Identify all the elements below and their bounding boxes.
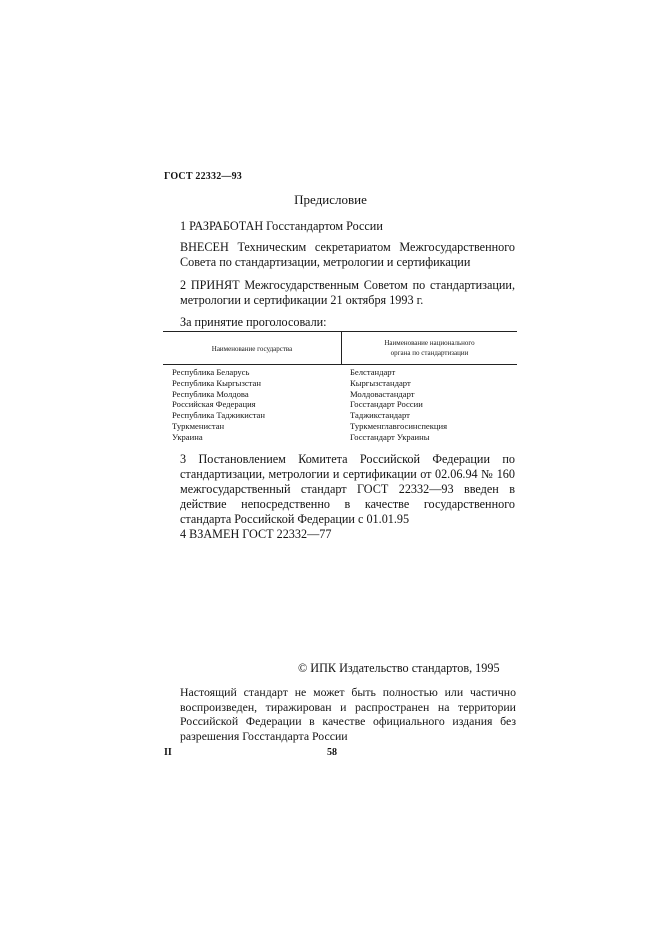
standards-body: Госстандарт Украины	[350, 431, 430, 442]
state-name: Республика Молдова	[172, 388, 249, 399]
standards-body: Кыргызстандарт	[350, 377, 411, 388]
standards-body: Белстандарт	[350, 367, 396, 377]
page-title: Предисловие	[294, 192, 367, 207]
paragraph-adopted-by: 2 ПРИНЯТ Межгосударственным Советом по стандартизации, метрологии и сертификации 21 октября 1993 г.	[180, 278, 515, 307]
paragraph-developed-by: 1 РАЗРАБОТАН Госстандартом России	[180, 219, 383, 233]
table-header-body-line1: Наименование национального	[384, 339, 475, 347]
state-name: Украина	[172, 431, 203, 442]
page-roman-numeral: II	[164, 747, 172, 758]
state-name: Российская Федерация	[172, 399, 256, 410]
table-header-state: Наименование государства	[211, 345, 293, 353]
paragraph-voted: За принятие проголосовали:	[180, 315, 327, 329]
table-header-rule	[163, 364, 517, 365]
paragraph-replaces: 4 ВЗАМЕН ГОСТ 22332—77	[180, 527, 332, 541]
state-name: Туркменистан	[172, 420, 225, 431]
table-row	[163, 410, 517, 421]
document-code: ГОСТ 22332—93	[164, 171, 243, 182]
table-row	[163, 378, 517, 389]
state-name: Республика Таджикистан	[172, 410, 265, 421]
table-header-body	[342, 338, 517, 358]
standards-body: Молдовастандарт	[350, 388, 415, 399]
table-header-body-line2: органа по стандартизации	[390, 349, 469, 357]
table-body	[163, 367, 517, 443]
reproduction-notice: Настоящий стандарт не может быть полностью или частично воспроизведен, тиражирован и распространен на территории Российской Федерации в качестве официального издания без разрешения Госстандарта России	[180, 685, 516, 743]
state-name: Республика Беларусь	[172, 367, 250, 377]
standards-body: Туркменглавгосинспекция	[350, 420, 448, 431]
table-row	[163, 367, 517, 378]
standards-body: Госстандарт России	[350, 399, 423, 410]
page-number: 58	[327, 747, 337, 758]
paragraph-introduced-by: ВНЕСЕН Техническим секретариатом Межгосударственного Совета по стандартизации, метрологии и сертификации	[180, 240, 515, 269]
standards-body: Таджикстандарт	[350, 410, 410, 421]
copyright-line: © ИПК Издательство стандартов, 1995	[298, 661, 500, 675]
table-row	[163, 432, 517, 443]
table-top-rule	[163, 331, 517, 332]
table-row	[163, 389, 517, 400]
table-row	[163, 421, 517, 432]
table-row	[163, 399, 517, 410]
paragraph-enacted: 3 Постановлением Комитета Российской Федерации по стандартизации, метрологии и сертификации от 02.06.94 № 160 межгосударственный стандарт ГОСТ 22332—93 введен в действие непосредственно в качестве государственного стандарта Российской Федерации с 01.01.95	[180, 452, 515, 526]
state-name: Республика Кыргызстан	[172, 377, 261, 388]
